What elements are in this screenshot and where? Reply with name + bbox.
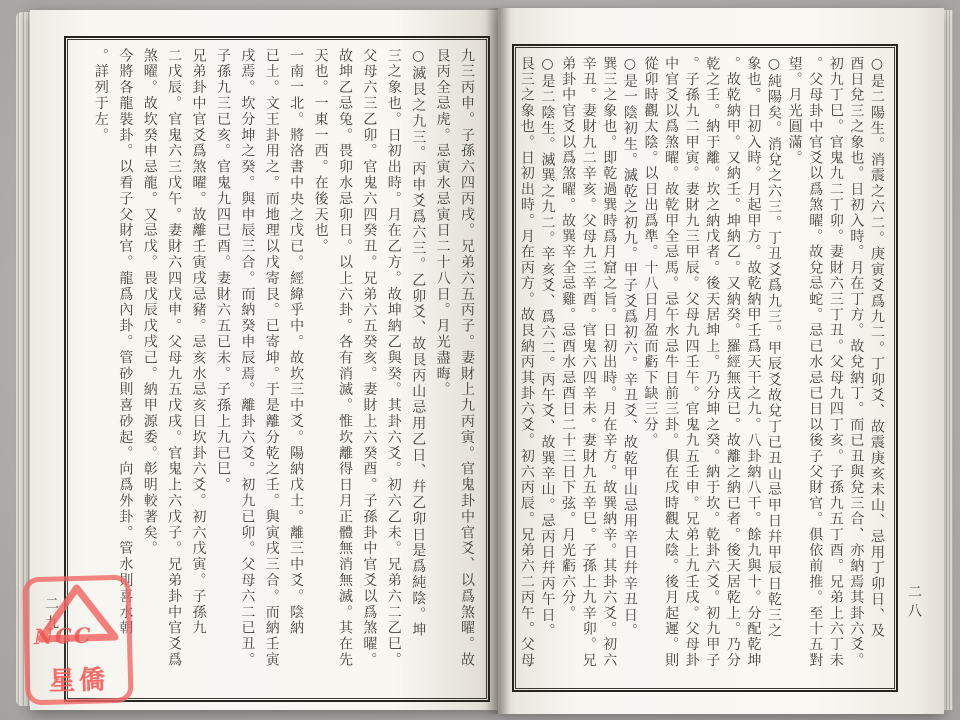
text-column: 弟卦中官爻以爲煞曜。故巽辛全忌雞。忌酉水忌酉日二十三日下弦。月光虧六分。 [560,56,577,622]
text-column: 從卯時觀太陰。以日出爲準。十八日月盈而虧下缺三分。 [642,56,659,449]
text-column: 。詳列于左。 [92,48,109,144]
text-column: 巽三之象也。即乾過巽時爲月窟之旨。日初出時。月在辛方。故巽納辛。其卦六爻。初六 [601,56,618,669]
text-column: 。子孫九二甲寅。妻財九三甲辰。父母九四壬午。官鬼九五壬申。兄弟上九壬戌。父母卦 [683,56,700,669]
text-column: 艮三之象也。日初出時。月在丙方。故艮納丙其卦六爻。初六丙辰。兄弟六二丙午。父母 [518,56,535,669]
text-column: 辛丑。妻財九二辛亥。父母九三辛酉。官鬼六四辛未。妻財九五辛巳。子孫上九辛卯。兄 [580,56,597,669]
text-column: 故坤乙忌兔。畏卯水忌卯日。以上六卦。各有消滅。惟坎離得日月正體無消無滅。其在先 [336,48,353,669]
text-column: ○滅艮之九三。丙申爻爲六三。乙卯爻、故艮丙山忌用乙日、幷乙卯日是爲純陰。坤 [410,48,427,639]
page-text-right [518,50,892,686]
text-column: 戌焉。坎分坤之癸。與申辰三合。而納癸申辰焉。離卦六爻。初九已卯。父母六二已丑。 [239,48,256,669]
text-column: 二戊辰。官鬼六三戊午。妻財六四戊申。父母九五戊戌。官鬼上六戊子。兄弟卦中官爻爲 [166,48,183,669]
text-column: 今將各龍裝卦。以看子父財官。龍爲內卦。管砂則喜砂起。向爲外卦。管水則喜水朝 [117,48,134,637]
stamp-org-text: NCC [33,622,93,650]
text-column: 象也。日初入時。月起甲方。故乾納甲壬爲天干之九。八卦納八干。餘九與十。分配乾坤 [745,56,762,669]
text-column: 已土。文王卦用之。而地理以戊寄艮。已寄坤。于是離分乾之壬。與寅戌三合。而納壬寅 [263,48,280,669]
text-column: 子孫九三已亥。官鬼九四已酉。妻財六五已未。子孫上九已巳。 [214,48,231,494]
text-column: 。父母卦中官爻以爲煞曜。故兌忌蛇。忌已水忌已日以後子父財官。俱依前推。至十五對 [807,56,824,669]
text-column: 初九丁巳。官鬼九二丁卯。妻財六三丁丑。父母九四丁亥。子孫九五丁酉。兄弟上六丁未 [827,56,844,669]
text-column: 三之象也。日初出時。月在乙方。故坤納乙與癸。其卦六爻。初六乙未。兄弟六二乙巳。 [385,48,402,669]
publisher-stamp [22,575,133,706]
text-column: 中官爻以爲煞曜。故乾甲全忌馬。忌午水忌牛日前三卦。俱在戌時觀太陰。後月起遲。則 [663,56,680,669]
text-column: 艮丙全忌虎。忌寅水忌寅日二十八日。月光盡晦。 [434,48,451,398]
text-column: 九三丙申。子孫六四丙戌。兄弟六五丙子。妻財上九丙寅。官鬼卦中官爻、以爲煞曜。故 [459,48,475,669]
stamp-name-text: 星僑 [48,665,110,697]
text-column: ○是一陰初生。滅乾之初九。甲子爻爲初六。辛丑爻、故乾甲山忌用辛日幷辛丑日。 [621,56,638,639]
text-column: 一南一北。將洛書中央之戊已。經緯乎中。故坎三中爻。陽納戊土。離三中爻。陰納 [288,48,305,637]
text-column: 兄弟卦中官爻爲煞曜。故離壬寅戌忌豬。忌亥水忌亥日坎卦六爻。初六戊寅。子孫九 [190,48,207,637]
text-column: 。故乾納甲。又納壬。坤納乙。又納癸。羅經無戌已。故離之納已者。後天居乾上。乃分 [724,56,741,669]
text-column: 父母六三乙卯。官鬼六四癸丑。兄弟六五癸亥。妻財上六癸酉。子孫卦中官爻以爲煞曜。 [361,48,378,669]
text-column: 乾之壬。納于離。坎之納戊者。後天居坤上。乃分坤之癸。納于坎。乾卦六爻。初九甲子 [704,56,721,669]
page-frame-right [512,44,898,692]
text-column: 望。月光圓滿。 [786,56,803,166]
text-column: ○是二陰生。滅巽之九二。辛亥爻、爲六二。丙午爻、故巽辛山。忌丙日幷丙午日。 [539,56,556,639]
text-column: 煞曜。故坎癸申忌龍。又忌戊。畏戊辰戊戌己。納甲源委。彰明較著矣。 [141,48,158,557]
text-column: ○純陽矣。消兌之六三。丁丑爻爲九三。甲辰爻故兌丁已丑山忌甲日幷甲辰日乾三之 [766,56,783,639]
page-number-right: 二八 [906,584,922,622]
text-column: 天也。一東一西。在後天也。 [312,48,329,255]
page-text-left [70,42,484,696]
page-number-left: 二九 [43,596,59,634]
text-column: 酉日兌三之象也。日初入時。月在丁方。故兌納丁。而已丑與兌三合、亦納焉其卦六爻。 [848,56,865,669]
text-column: ○是二陽生。消震之六二。庚寅爻爲九二。丁卯爻、故震庚亥未山、忌用丁卯日、及 [869,56,885,639]
